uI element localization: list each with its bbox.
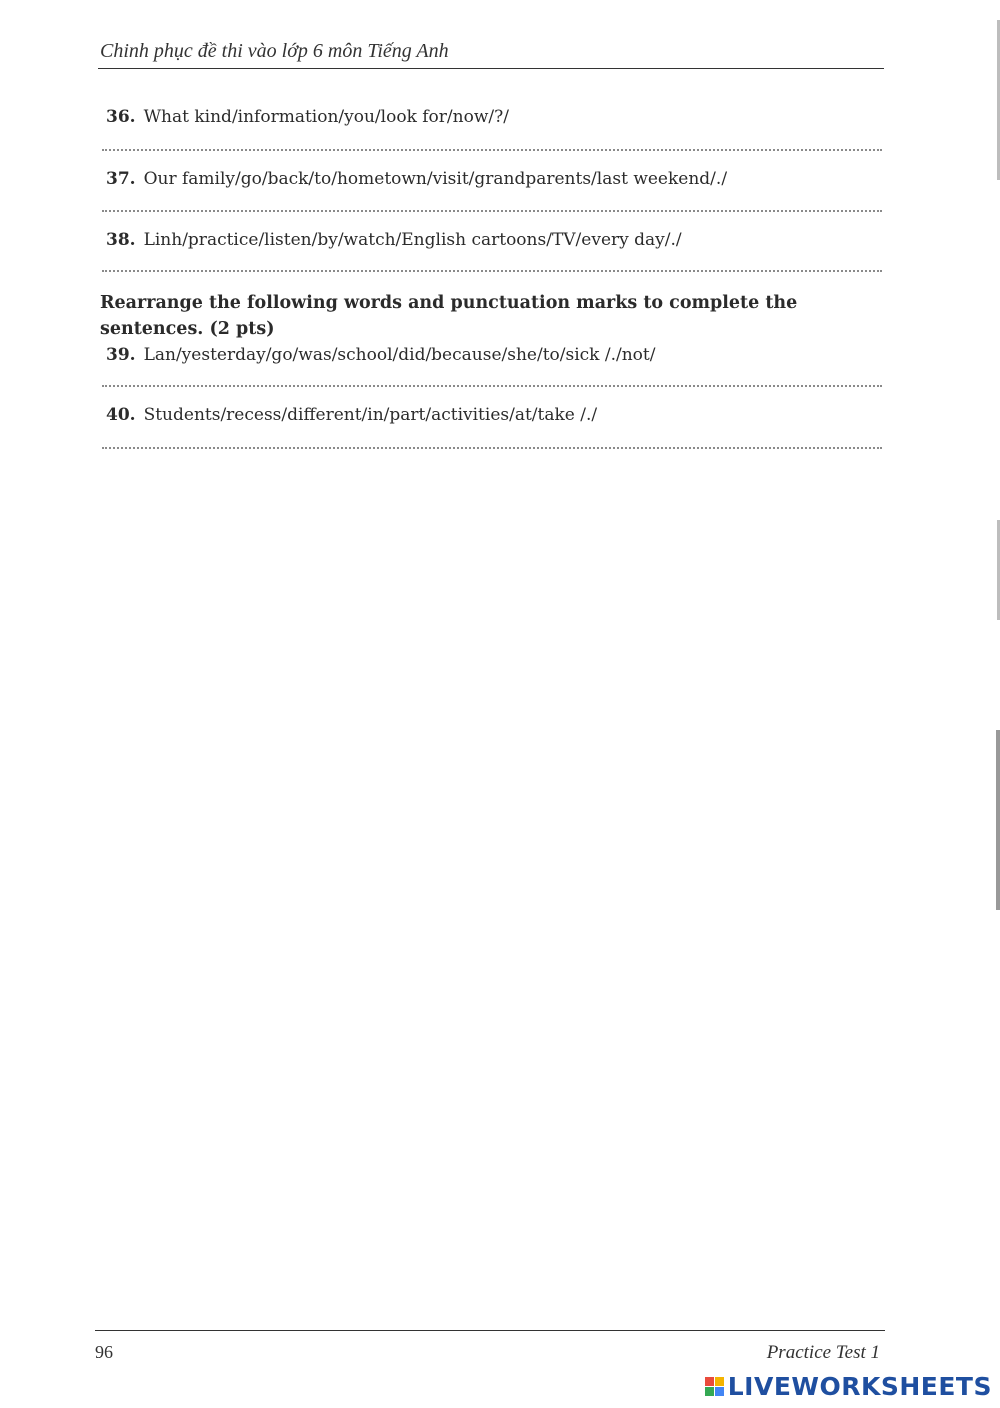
section-instruction: Rearrange the following words and punctuation marks to complete the sentences. (2 pts): [100, 293, 798, 339]
answer-line-37[interactable]: [102, 210, 882, 212]
question-36: [106, 107, 509, 127]
question-number: 36.: [106, 107, 136, 127]
answer-line-39[interactable]: [102, 385, 882, 387]
question-40: [106, 405, 597, 425]
answer-line-36[interactable]: [102, 149, 882, 151]
answer-line-40[interactable]: [102, 447, 882, 449]
footer-test-label: Practice Test 1: [766, 1342, 880, 1363]
liveworksheets-logo: [705, 1372, 992, 1401]
question-39: [106, 345, 655, 365]
brand-wordmark: LIVEWORKSHEETS: [727, 1372, 992, 1401]
header-rule: [98, 68, 884, 69]
scan-edge-mark: [996, 730, 1000, 910]
question-number: 40.: [106, 405, 136, 425]
question-prompt: Students/recess/different/in/part/activities/at/take /./: [143, 405, 598, 425]
question-number: 39.: [106, 345, 136, 365]
question-prompt: What kind/information/you/look for/now/?/: [143, 107, 509, 127]
book-title: Chinh phục đề thi vào lớp 6 môn Tiếng Anh: [100, 40, 449, 62]
question-number: 37.: [106, 169, 136, 189]
question-prompt: Linh/practice/listen/by/watch/English cartoons/TV/every day/./: [143, 230, 682, 250]
question-37: [106, 169, 727, 189]
question-prompt: Our family/go/back/to/hometown/visit/grandparents/last weekend/./: [143, 169, 728, 189]
question-number: 38.: [106, 230, 136, 250]
liveworksheets-icon: [705, 1377, 724, 1396]
page-number: 96: [95, 1342, 113, 1362]
answer-line-38[interactable]: [102, 270, 882, 272]
question-38: [106, 230, 682, 250]
question-prompt: Lan/yesterday/go/was/school/did/because/she/to/sick /./not/: [143, 345, 656, 365]
footer-rule: [95, 1330, 885, 1331]
